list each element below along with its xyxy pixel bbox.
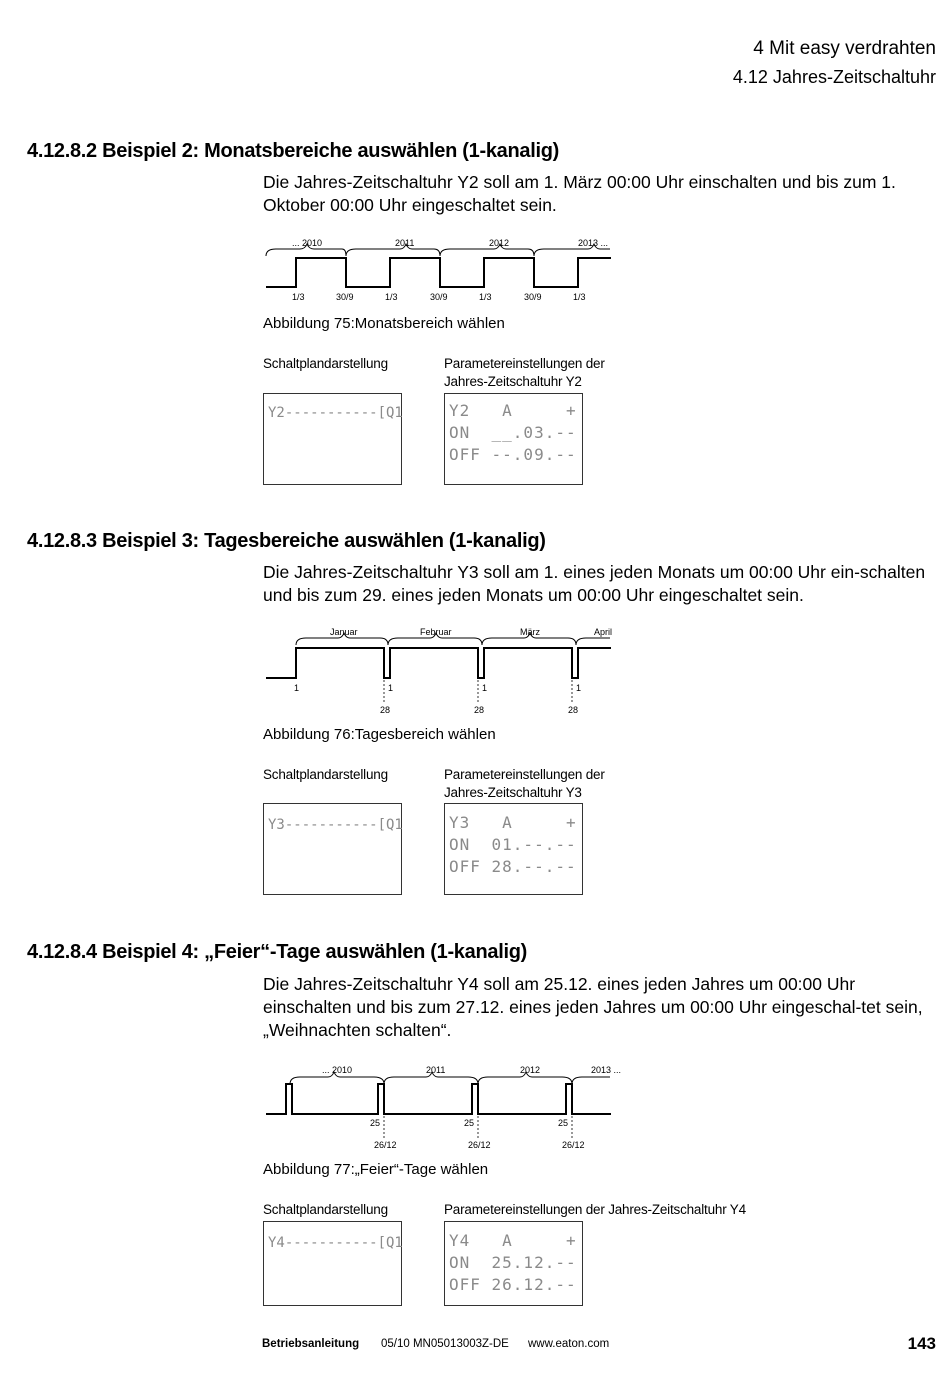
top-label: ... 2010 xyxy=(322,1065,353,1075)
figure-caption-76: Abbildung 76:Tagesbereich wählen xyxy=(263,726,496,743)
schema-display xyxy=(263,393,402,485)
section-title: 4.12 Jahres-Zeitschaltuhr xyxy=(732,67,936,87)
param-label: Parametereinstellungen der Jahres-Zeitschaltuhr Y4 xyxy=(444,1202,746,1217)
param-line: ON __.03.-- xyxy=(449,423,577,442)
brace-2013 xyxy=(572,1077,610,1084)
timing-diagram-months xyxy=(262,232,614,304)
brace-2012 xyxy=(440,244,534,256)
figure-caption-75: Abbildung 75:Monatsbereich wählen xyxy=(263,315,505,332)
example-4-heading: 4.12.8.4 Beispiel 4: „Feier“-Tage auswählen (1-kanalig) xyxy=(27,941,527,963)
top-label: Januar xyxy=(330,627,358,637)
bottom-label: 1/3 xyxy=(385,292,398,302)
param-line: Y3 A + xyxy=(449,813,577,832)
param-line: Y4 A + xyxy=(449,1231,577,1250)
top-label: 2012 xyxy=(489,238,510,248)
param-label-line1: Parametereinstellungen der xyxy=(444,767,605,782)
top-label: März xyxy=(520,627,540,637)
top-label: 2013 ... xyxy=(578,238,609,248)
schema-label: Schaltplandarstellung xyxy=(263,767,388,782)
bottom-label: 1/3 xyxy=(479,292,492,302)
example-2-heading: 4.12.8.2 Beispiel 2: Monatsbereiche auswählen (1-kanalig) xyxy=(27,140,559,162)
top-label: 2011 xyxy=(395,238,415,248)
bottom-label: 25 xyxy=(370,1118,381,1128)
bottom-label: 26/12 xyxy=(468,1140,491,1150)
bottom-label: 28 xyxy=(474,705,485,715)
example-4-text: Die Jahres-Zeitschaltuhr Y4 soll am 25.12. eines jeden Jahres um 00:00 Uhr einschalten und bis zum 27.12. eines jeden Jahres um 00:00 Uhr eingeschal-tet sein, „Weihnachten schalten“. xyxy=(263,974,923,1040)
brace-april xyxy=(576,638,610,645)
timing-diagram-holidays xyxy=(262,1060,622,1155)
param-label-line2: Jahres-Zeitschaltuhr Y2 xyxy=(444,374,582,389)
schema-display xyxy=(263,803,402,895)
param-display xyxy=(444,803,583,895)
brace-2011 xyxy=(346,244,440,256)
signal-line xyxy=(266,1084,611,1114)
top-label: Februar xyxy=(420,627,452,637)
example-3-text: Die Jahres-Zeitschaltuhr Y3 soll am 1. eines jeden Monats um 00:00 Uhr ein-schalten und bis zum 29. eines jeden Monats um 00:00 Uhr eingeschaltet sein. xyxy=(263,562,926,605)
param-line: OFF 26.12.-- xyxy=(449,1275,577,1294)
param-display xyxy=(444,393,583,485)
bottom-label: 30/9 xyxy=(336,292,354,302)
example-2-text: Die Jahres-Zeitschaltuhr Y2 soll am 1. März 00:00 Uhr einschalten und bis zum 1. Oktober 00:00 Uhr eingeschaltet sein. xyxy=(263,172,896,215)
example-3-heading: 4.12.8.3 Beispiel 3: Tagesbereiche auswählen (1-kanalig) xyxy=(27,530,546,552)
bottom-label: 1 xyxy=(388,683,394,693)
bottom-label: 26/12 xyxy=(562,1140,585,1150)
schema-display xyxy=(263,1221,402,1306)
param-line: OFF --.09.-- xyxy=(449,445,577,464)
bottom-label: 25 xyxy=(558,1118,569,1128)
bottom-label: 1/3 xyxy=(573,292,586,302)
param-line: Y2 A + xyxy=(449,401,577,420)
top-label: April xyxy=(594,627,613,637)
param-line: ON 01.--.-- xyxy=(449,835,577,854)
bottom-label: 26/12 xyxy=(374,1140,397,1150)
top-label: 2013 ... xyxy=(591,1065,622,1075)
param-display xyxy=(444,1221,583,1306)
bottom-label: 30/9 xyxy=(524,292,542,302)
schema-line: Y2-----------[Q1 xyxy=(268,405,403,421)
footer-doc-title: Betriebsanleitung xyxy=(262,1338,360,1350)
bottom-label: 30/9 xyxy=(430,292,448,302)
schema-label: Schaltplandarstellung xyxy=(263,356,388,371)
param-line: ON 25.12.-- xyxy=(449,1253,577,1272)
top-label: ... 2010 xyxy=(292,238,323,248)
bottom-label: 28 xyxy=(380,705,391,715)
signal-line xyxy=(266,648,611,678)
bottom-label: 25 xyxy=(464,1118,475,1128)
top-label: 2011 xyxy=(426,1065,446,1075)
figure-caption-77: Abbildung 77:„Feier“-Tage wählen xyxy=(263,1161,489,1178)
schema-line: Y3-----------[Q1 xyxy=(268,817,403,833)
footer-doc-code: 05/10 MN05013003Z-DE xyxy=(381,1338,509,1350)
schema-label: Schaltplandarstellung xyxy=(263,1202,388,1217)
param-label-line1: Parametereinstellungen der xyxy=(444,356,605,371)
param-label-line2: Jahres-Zeitschaltuhr Y3 xyxy=(444,785,582,800)
bottom-label: 1 xyxy=(576,683,582,693)
bottom-label: 1 xyxy=(482,683,488,693)
param-line: OFF 28.--.-- xyxy=(449,857,577,876)
schema-line: Y4-----------[Q1 xyxy=(268,1235,403,1251)
bottom-label: 28 xyxy=(568,705,579,715)
footer-url: www.eaton.com xyxy=(528,1338,610,1350)
timing-diagram-days xyxy=(262,622,614,717)
signal-line xyxy=(266,258,611,287)
bottom-label: 1/3 xyxy=(292,292,305,302)
top-label: 2012 xyxy=(520,1065,541,1075)
chapter-title: 4 Mit easy verdrahten xyxy=(753,38,936,59)
bottom-label: 1 xyxy=(294,683,300,693)
page-number: 143 xyxy=(907,1334,936,1353)
